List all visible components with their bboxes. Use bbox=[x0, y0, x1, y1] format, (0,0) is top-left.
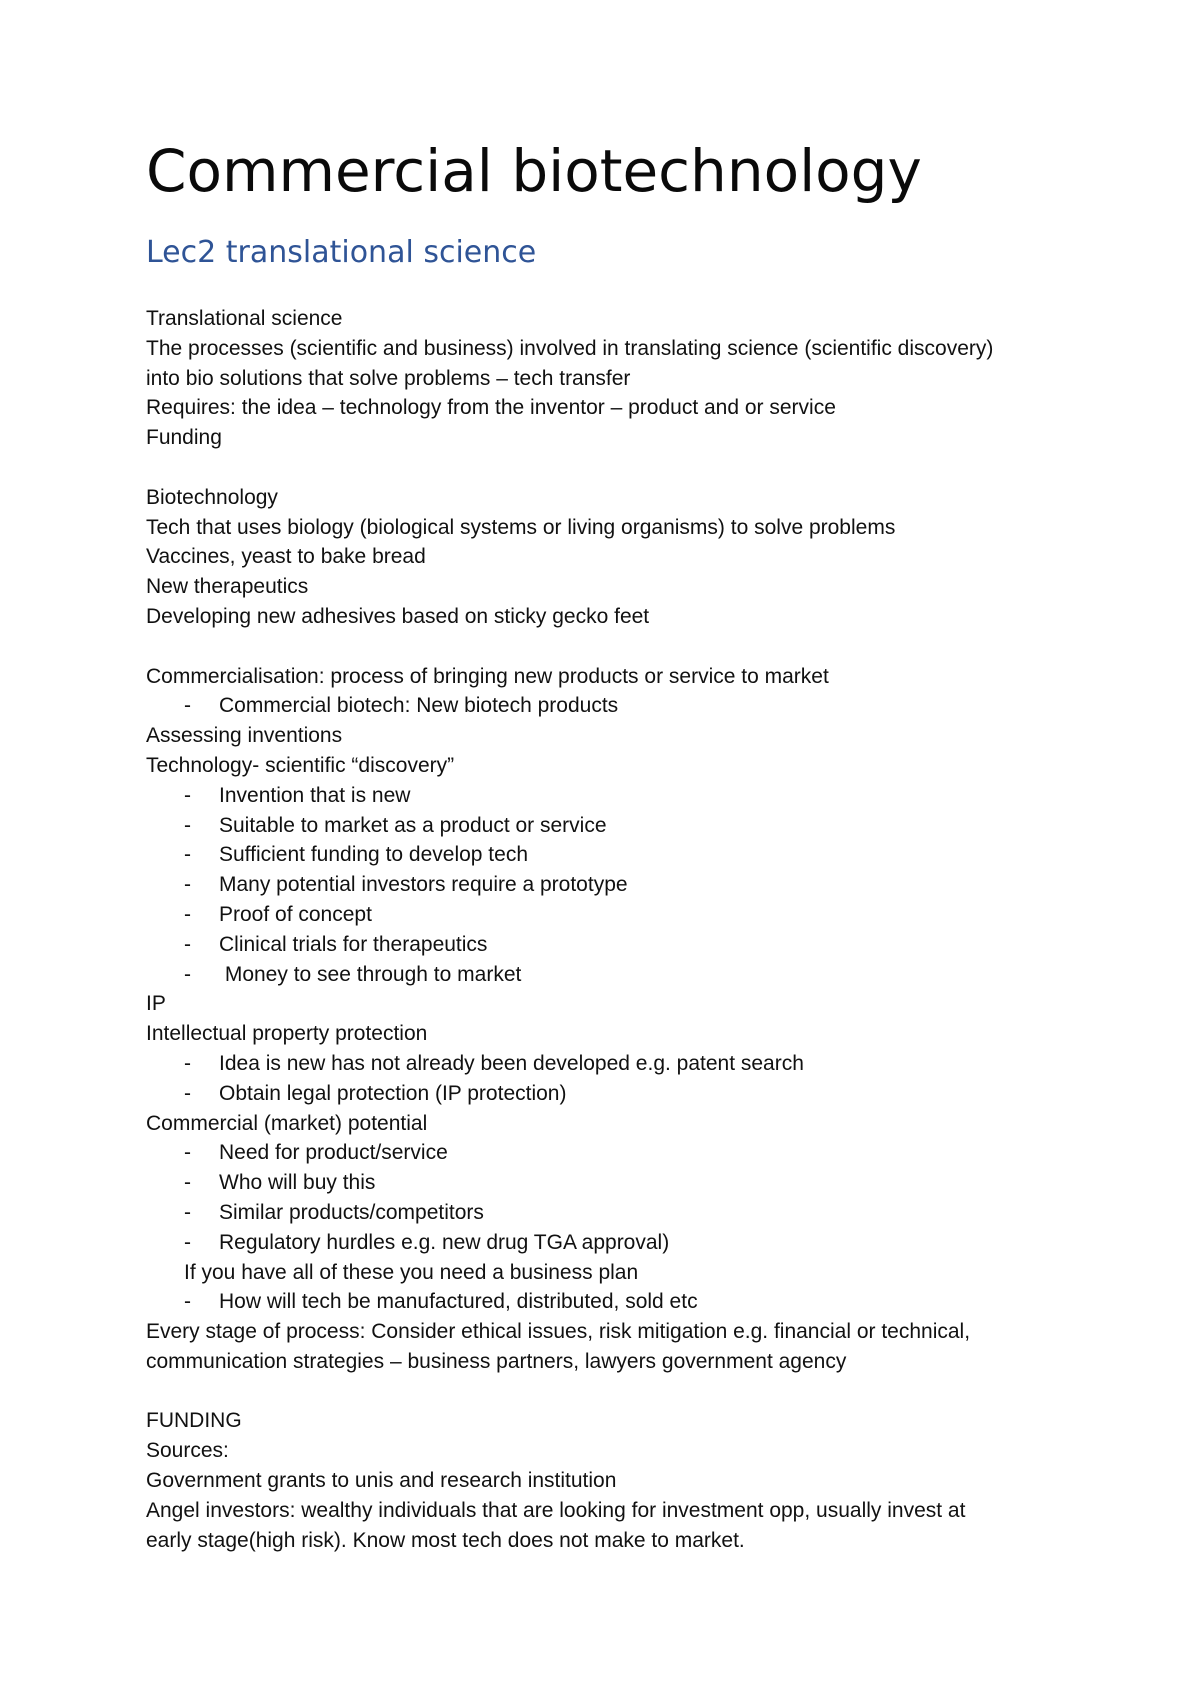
list-item bbox=[146, 1138, 1106, 1168]
text-line: Biotechnology bbox=[146, 485, 278, 509]
list-dash: - bbox=[184, 932, 191, 956]
list-dash: - bbox=[184, 843, 191, 867]
list-dash: - bbox=[184, 873, 191, 897]
list-dash: - bbox=[184, 1290, 191, 1314]
text-line: Every stage of process: Consider ethical issues, risk mitigation e.g. financial or technical, bbox=[146, 1320, 971, 1344]
text-line: Requires: the idea – technology from the inventor – product and or service bbox=[146, 396, 836, 420]
list-item-text: Obtain legal protection (IP protection) bbox=[219, 1081, 567, 1105]
list-item-text: How will tech be manufactured, distributed, sold etc bbox=[219, 1290, 698, 1314]
list-item bbox=[146, 1198, 1106, 1228]
list-item-text: Similar products/competitors bbox=[219, 1200, 484, 1224]
list-dash: - bbox=[184, 1081, 191, 1105]
text-line: Intellectual property protection bbox=[146, 1022, 428, 1046]
text-line: FUNDING bbox=[146, 1409, 242, 1433]
blank-line bbox=[146, 632, 1106, 662]
list-item bbox=[146, 900, 1106, 930]
text-line: Angel investors: wealthy individuals that are looking for investment opp, usually invest at bbox=[146, 1498, 966, 1522]
list-item bbox=[146, 691, 1106, 721]
list-item bbox=[146, 811, 1106, 841]
list-item-text: Suitable to market as a product or service bbox=[219, 813, 607, 837]
list-item bbox=[146, 1079, 1106, 1109]
list-dash: - bbox=[184, 1200, 191, 1224]
text-line: Government grants to unis and research institution bbox=[146, 1469, 617, 1493]
list-item-text: Who will buy this bbox=[219, 1171, 376, 1195]
list-item bbox=[146, 1049, 1106, 1079]
text-line: Commercial (market) potential bbox=[146, 1111, 428, 1135]
list-item bbox=[146, 960, 1106, 990]
text-line: Developing new adhesives based on sticky gecko feet bbox=[146, 604, 650, 628]
list-item bbox=[146, 870, 1106, 900]
blank-line bbox=[146, 1377, 1106, 1407]
text-line: Vaccines, yeast to bake bread bbox=[146, 545, 426, 569]
list-item bbox=[146, 1228, 1106, 1258]
list-dash: - bbox=[184, 1171, 191, 1195]
text-line: into bio solutions that solve problems – tech transfer bbox=[146, 366, 631, 390]
text-line: If you have all of these you need a business plan bbox=[184, 1260, 639, 1284]
lecture-heading: Lec2 translational science bbox=[146, 235, 537, 270]
text-line: communication strategies – business partners, lawyers government agency bbox=[146, 1349, 847, 1373]
list-item bbox=[146, 930, 1106, 960]
list-item-text: Clinical trials for therapeutics bbox=[219, 932, 488, 956]
list-item-text: Need for product/service bbox=[219, 1141, 448, 1165]
list-item-text: Many potential investors require a prototype bbox=[219, 873, 628, 897]
list-dash: - bbox=[184, 962, 191, 986]
list-item-text: Idea is new has not already been developed e.g. patent search bbox=[219, 1051, 804, 1075]
list-dash: - bbox=[184, 1051, 191, 1075]
text-line: Technology- scientific “discovery” bbox=[146, 753, 455, 777]
list-item bbox=[146, 1287, 1106, 1317]
list-dash: - bbox=[184, 783, 191, 807]
list-item-text: Money to see through to market bbox=[219, 962, 522, 986]
list-dash: - bbox=[184, 1141, 191, 1165]
list-item-text: Commercial biotech: New biotech products bbox=[219, 694, 619, 718]
list-item-text: Invention that is new bbox=[219, 783, 411, 807]
text-line: IP bbox=[146, 992, 166, 1016]
list-item bbox=[146, 1168, 1106, 1198]
list-dash: - bbox=[184, 1230, 191, 1254]
blank-line bbox=[146, 453, 1106, 483]
text-line: Assessing inventions bbox=[146, 724, 343, 748]
list-item-text: Sufficient funding to develop tech bbox=[219, 843, 529, 867]
list-item bbox=[146, 781, 1106, 811]
document-title: Commercial biotechnology bbox=[146, 137, 922, 205]
text-line: Commercialisation: process of bringing new products or service to market bbox=[146, 664, 829, 688]
text-line: early stage(high risk). Know most tech does not make to market. bbox=[146, 1528, 745, 1552]
list-item-text: Proof of concept bbox=[219, 902, 372, 926]
text-line: Translational science bbox=[146, 307, 343, 330]
list-item-text: Regulatory hurdles e.g. new drug TGA approval) bbox=[219, 1230, 670, 1254]
list-dash: - bbox=[184, 902, 191, 926]
list-item bbox=[146, 840, 1106, 870]
text-line: The processes (scientific and business) involved in translating science (scientific discovery) bbox=[146, 336, 994, 360]
text-line: Funding bbox=[146, 426, 222, 450]
list-dash: - bbox=[184, 813, 191, 837]
document-body bbox=[146, 304, 1106, 1555]
text-line: Tech that uses biology (biological systems or living organisms) to solve problems bbox=[146, 515, 896, 539]
list-dash: - bbox=[184, 694, 191, 718]
text-line: Sources: bbox=[146, 1439, 229, 1463]
text-line: New therapeutics bbox=[146, 575, 309, 599]
